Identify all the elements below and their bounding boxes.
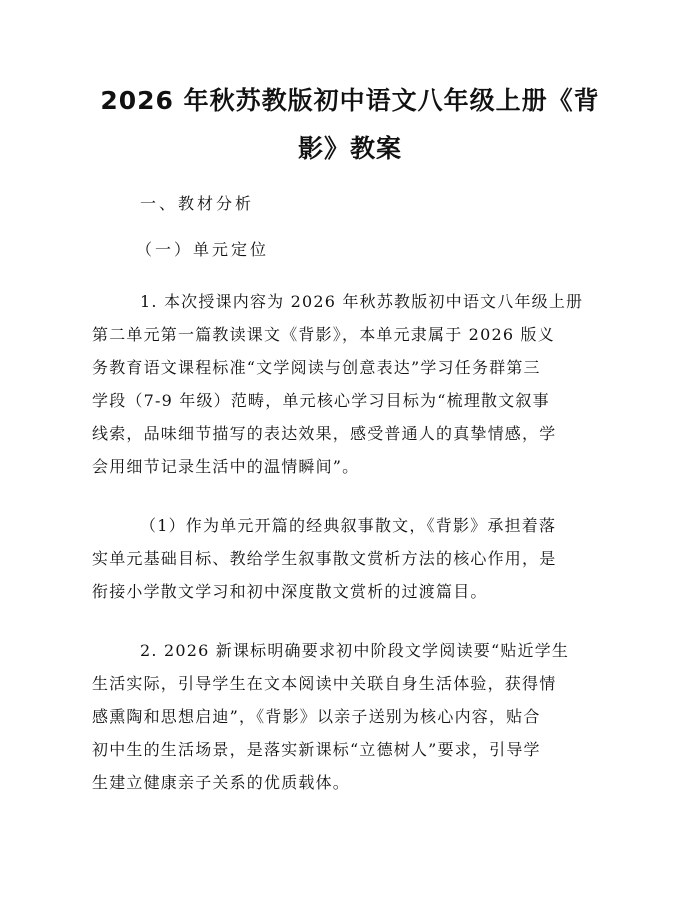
paragraph-2-line: 衔接小学散文学习和初中深度散文赏析的过渡篇目。 (92, 582, 488, 601)
paragraph-1-line: 第二单元第一篇教读课文《背影》，本单元隶属于 2026 版义 (92, 325, 555, 344)
paragraph-2-line: （1）作为单元开篇的经典叙事散文，《背影》承担着落 (140, 516, 557, 535)
paragraph-3-line: 2. 2026 新课标明确要求初中阶段文学阅读要“贴近学生 (140, 641, 570, 660)
paragraph-1-line: 线索，品味细节描写的表达效果，感受普通人的真挚情感，学 (92, 424, 557, 443)
paragraph-3-line: 感熏陶和思想启迪”，《背影》以亲子送别为核心内容，贴合 (92, 707, 541, 726)
paragraph-3-line: 生活实际，引导学生在文本阅读中关联自身生活体验，获得情 (92, 674, 557, 693)
paragraph-1-line: 1. 本次授课内容为 2026 年秋苏教版初中语文八年级上册 (140, 292, 584, 311)
subsection-heading: （一）单元定位 (136, 240, 270, 259)
paragraph-1-line: 学段（7-9 年级）范畴，单元核心学习目标为“梳理散文叙事 (92, 391, 550, 410)
paragraph-3-line: 生建立健康亲子关系的优质载体。 (92, 773, 351, 792)
section-heading: 一、教材分析 (140, 194, 255, 213)
paragraph-1-line: 会用细节记录生活中的温情瞬间”。 (92, 457, 360, 476)
paragraph-3-line: 初中生的生活场景，是落实新课标“立德树人”要求，引导学 (92, 740, 541, 759)
paragraph-2-line: 实单元基础目标、教给学生叙事散文赏析方法的核心作用，是 (92, 549, 557, 568)
document-title-line-2: 影》教案 (297, 134, 402, 163)
paragraph-1-line: 务教育语文课程标准“文学阅读与创意表达”学习任务群第三 (92, 358, 541, 377)
document-title-line-1: 2026 年秋苏教版初中语文八年级上册《背 (100, 86, 600, 115)
